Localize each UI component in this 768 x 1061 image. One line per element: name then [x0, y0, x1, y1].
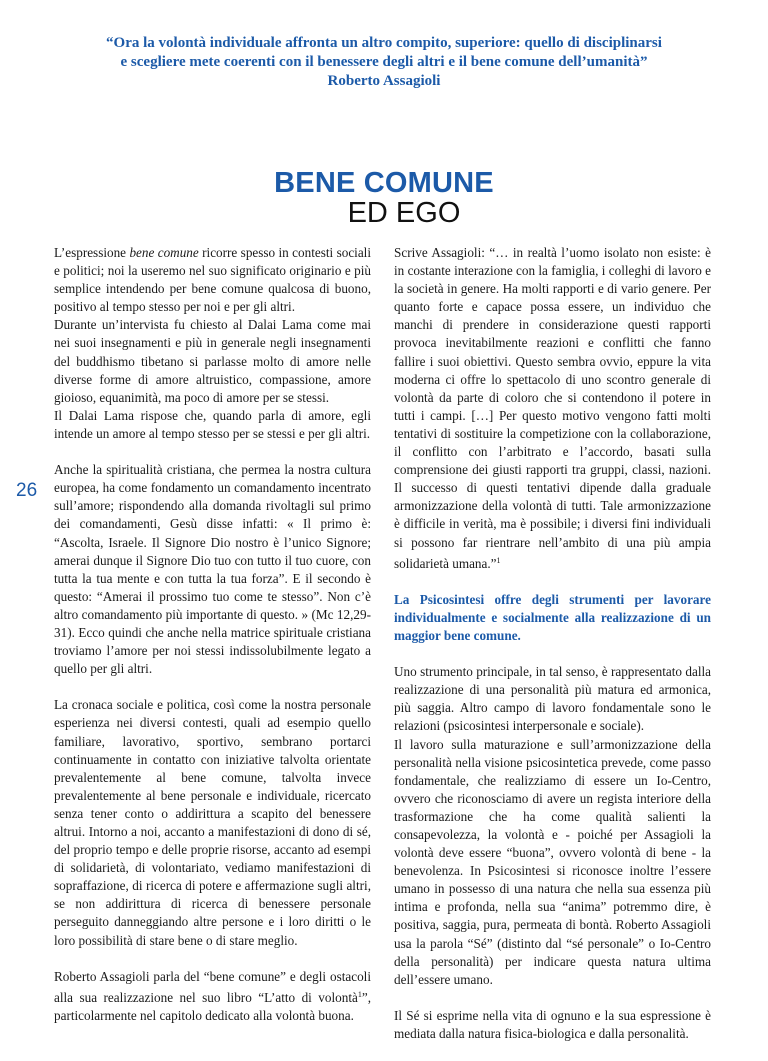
- italic-term: bene comune: [129, 245, 199, 260]
- paragraph-assagioli-quote: Scrive Assagioli: “… in realtà l’uomo isolato non esiste: è in costante interazione con la famiglia, i colleghi di lavoro e la società in genere. Ha molti rapporti e di vario genere. Per quanto forte e capace possa essere, un individuo che manchi di prendere in considerazione questi rapporti provoca inevitabilmente reazioni e conflitti che fanno fallire i suoi obiettivi. Questo sembra ovvio, eppure la vita moderna ci offre lo spettacolo di uno scontro generale di volontà da parte di coloro che si contendono il potere in tutti i campi. […] Per questo motivo vengono fatti molti tentativi di sostituire la competizione con la collaborazione, il conflitto con l’arbitrato e l’accordo, basati sulla comprensione dei giusti rapporti tra gruppi, classi, nazioni. Il successo di questi tentativi dipende dalla graduale armonizzazione della volontà di tutti. Tale armonizzazione è difficile in verità, ma è possibile; i diversi fini individuali si possono far rientrare nell’ambito di una più ampia solidarietà umana.”$^1$: [394, 245, 711, 571]
- paragraph-social-chronicle: La cronaca sociale e politica, così come la nostra personale esperienza nei diversi contesti, quali ad esempio quello familiare, lavorativo, sportivo, sembrano portarci continuamente in contatto con iniziative talvolta orientate prevalentemente al bene comune, talvolta invece prevalentemente al bene personale e individuale, ricercato senza tener conto o addirittura a scapito del benessere altrui. Intorno a noi, accanto a manifestazioni di dono di sé, del proprio tempo e delle proprie risorse, accanto ad esempi di solidarietà, di volontariato, vediamo manifestazioni di sopraffazione, di ricerca di potere e affermazione sugli altri, se non addirittura di ricerca di benessere personale perseguito danneggiando altre persone e i loro diritti o le loro possibilità di stare bene o di stare meglio.: [54, 697, 371, 948]
- right-column: [394, 244, 711, 1061]
- left-column: [54, 244, 371, 1043]
- page-number: 26: [16, 480, 38, 501]
- paragraph-io-centro: Il lavoro sulla maturazione e sull’armonizzazione della personalità nella visione psicosintetica prevede, come passo fondamentale, che realizziamo di essere un Io-Centro, ovvero che riconosciamo di avere un regista interiore della trasformazione che ha come qualità salienti la consapevolezza, la volontà e - poiché per Assagioli la volontà deve essere “buona”, ovvero volontà di bene - la benevolenza. In Psicosintesi si riconosce inoltre l’essere umano in possesso di una natura che nella sua essenza più intima e profonda, nella sua “anima” potremmo dire, è positiva, saggia, pura, permeata di bontà. Roberto Assagioli usa la parola “Sé” (distinto dal “sé personale” o Io-Centro della personalità) per indicare questa natura ultima dell’essere umano.: [394, 736, 711, 987]
- quote-author: Roberto Assagioli: [327, 73, 441, 89]
- paragraph-main-tool: Uno strumento principale, in tal senso, è rappresentato dalla realizzazione di una personalità più matura ed armonica, più saggia. Altro campo di lavoro fondamentale sono le relazioni (psicosintesi interpersonale e sociale).: [394, 664, 711, 734]
- footnote-marker: 1: [496, 555, 501, 565]
- article-title: [0, 168, 768, 228]
- paragraph-christian-spirituality: Anche la spiritualità cristiana, che permea la nostra cultura europea, ha come fondamento un comandamento incentrato sull’amore; rispondendo alla domanda rivoltagli sul primo dei comandamenti, Gesù disse infatti: « Il primo è: “Ascolta, Israele. Il Signore Dio nostro è l’unico Signore; amerai dunque il Signore Dio tuo con tutto il tuo cuore, con tutta la tua mente e con tutta la tua forza”. E il secondo è questo: “Amerai il prossimo tuo come te stesso”. Non c’è altro comandamento più importante di questo. » (Mc 12,29-31). Ecco quindi che anche nella matrice spirituale cristiana troviamo l’amore per noi stessi indissolubilmente legato a quello per gli altri.: [54, 462, 371, 677]
- paragraph-assagioli-book: Roberto Assagioli parla del “bene comune” e degli ostacoli alla sua realizzazione nel suo libro “L’atto di volontà$^1$”, particolarmente nel capitolo dedicato alla volontà buona.: [54, 968, 371, 1023]
- epigraph-quote: [40, 34, 728, 91]
- paragraph-dalai-lama-answer: Il Dalai Lama rispose che, quando parla di amore, egli intende un amore al tempo stesso per se stessi e per gli altri.: [54, 407, 371, 441]
- paragraph-intro: L’espressione bene comune ricorre spesso in contesti sociali e politici; noi la useremo nel suo significato originario e più semplice intendendo per bene comune qualcosa di buono, positivo al tempo stesso per noi e per gli altri.: [54, 245, 372, 315]
- title-main: BENE COMUNE: [274, 167, 494, 199]
- paragraph-se-expression: Il Sé si esprime nella vita di ognuno e la sua espressione è mediata dalla natura fisica-biologica e dalla personalità.: [394, 1007, 711, 1042]
- quote-line-1: “Ora la volontà individuale affronta un altro compito, superiore: quello di disciplinarsi: [106, 35, 662, 51]
- paragraph-dalai-lama-question: Durante un’intervista fu chiesto al Dalai Lama come mai nei suoi insegnamenti e più in generale negli insegnamenti del buddhismo tibetano si parlasse molto di amore nelle diverse forme di amore altruistico, compassione, amore gioioso, equanimità, ma poco di amore per se stessi.: [54, 317, 371, 405]
- quote-line-2: e scegliere mete coerenti con il benessere degli altri e il bene comune dell’umanità”: [120, 54, 648, 70]
- highlight-statement: La Psicosintesi offre degli strumenti per lavorare individualmente e socialmente alla realizzazione di un maggior bene comune.: [394, 591, 711, 643]
- title-sub: ED EGO: [347, 197, 461, 229]
- footnote-marker: 1: [357, 989, 362, 999]
